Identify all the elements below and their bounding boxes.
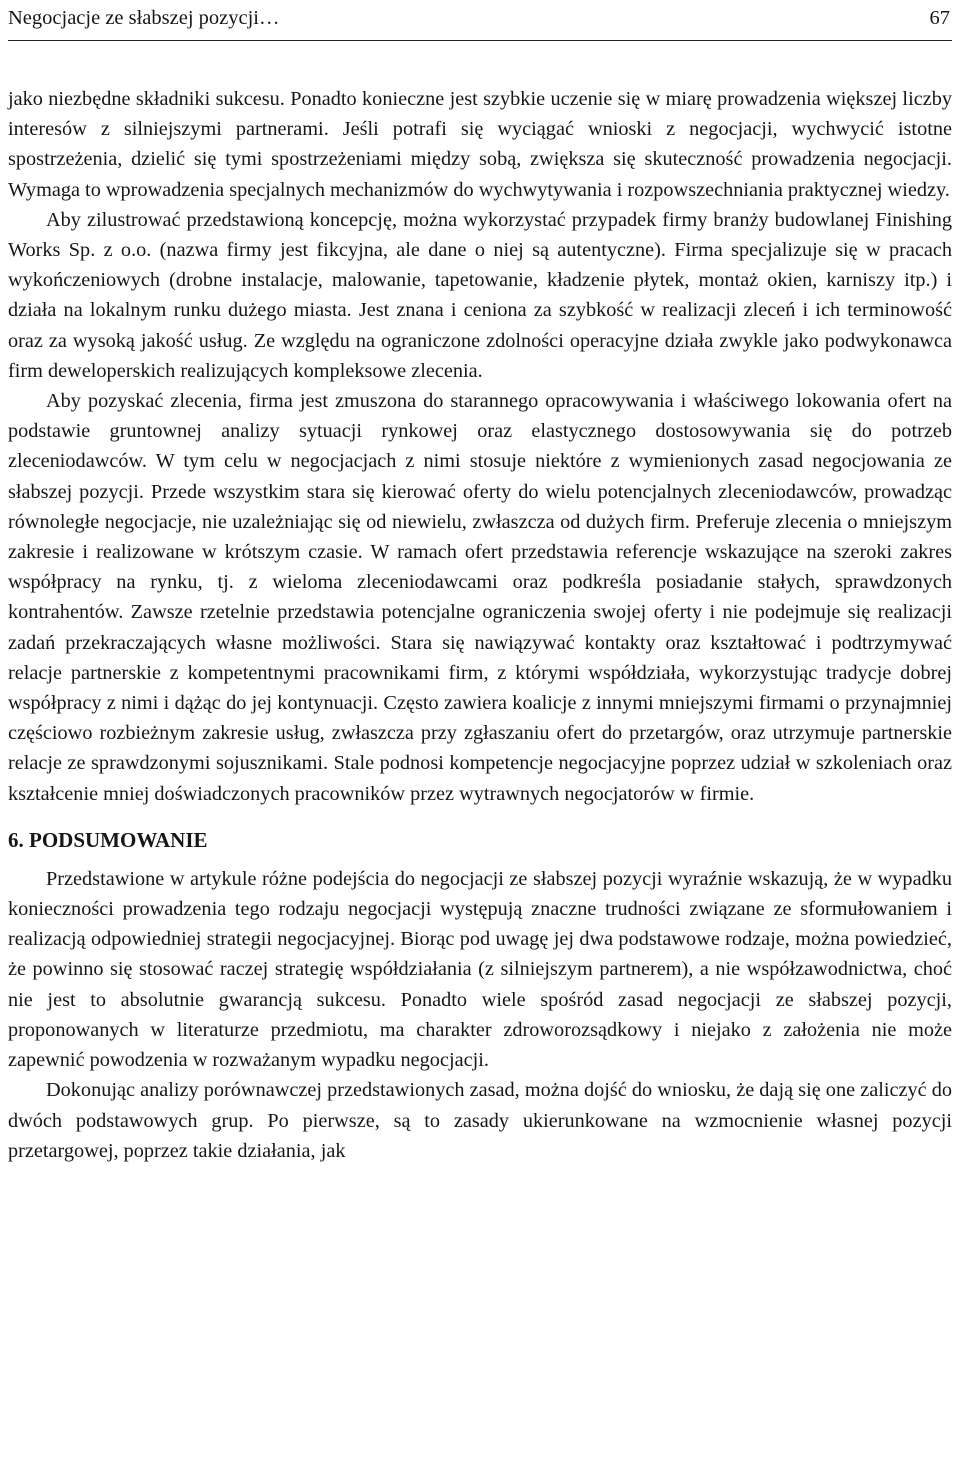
document-page [8,0,952,1480]
paragraph-continued: jako niezbędne składniki sukcesu. Ponadto konieczne jest szybkie uczenie się w miarę prowadzenia większej liczby interesów z silniejszymi partnerami. Jeśli potrafi się wyciągać wnioski z negocjacji, wychwycić istotne spostrzeżenia, dzielić się tymi spostrzeżeniami między sobą, zwiększa się skuteczność prowadzenia negocjacji. Wymaga to wprowadzenia specjalnych mechanizmów do wychwytywania i rozpowszechniania praktycznej wiedzy. [8,88,952,201]
paragraph-case-practices: Aby pozyskać zlecenia, firma jest zmuszona do starannego opracowywania i właściwego lokowania ofert na podstawie gruntownej analizy sytuacji rynkowej oraz elastycznego dostosowywania się do potrzeb zleceniodawców. W tym celu w negocjacjach z nimi stosuje niektóre z wymienionych zasad negocjowania ze słabszej pozycji. Przede wszystkim stara się kierować oferty do wielu potencjalnych zleceniodawców, prowadząc równoległe negocjacje, nie uzależniając się od niewielu, zwłaszcza od dużych firm. Preferuje zlecenia o mniejszym zakresie i realizowane w krótszym czasie. W ramach ofert przedstawia referencje wskazujące na szeroki zakres współpracy na rynku, tj. z wieloma zleceniodawcami oraz podkreśla posiadanie stałych, sprawdzonych kontrahentów. Zawsze rzetelnie przedstawia potencjalne ograniczenia swojej oferty i nie podejmuje się realizacji zadań przekraczających własne możliwości. Stara się nawiązywać kontakty oraz kształtować i podtrzymywać relacje partnerskie z kompetentnymi pracownikami firm, z którymi współdziała, wykorzystując tradycje dobrej współpracy z nimi i dążąc do jej kontynuacji. Często zawiera koalicje z innymi mniejszymi firmami o przynajmniej częściowo rozbieżnym zakresie usług, zwłaszcza przy zgłaszaniu ofert do przetargów, oraz utrzymuje partnerskie relacje ze sprawdzonymi sojusznikami. Stale podnosi kompetencje negocjacyjne poprzez udział w szkoleniach oraz kształcenie mniej doświadczonych pracowników przez wytrawnych negocjatorów w firmie. [8,390,952,805]
page-number: 67 [929,7,950,29]
running-header-title: Negocjacje ze słabszej pozycji… [8,7,280,29]
section-heading: 6. PODSUMOWANIE [8,827,208,852]
body-text [8,84,952,1166]
paragraph-summary-2: Dokonując analizy porównawczej przedstawionych zasad, można dojść do wniosku, że dają się one zaliczyć do dwóch podstawowych grup. Po pierwsze, są to zasady ukierunkowane na wzmocnienie własnej pozycji przetargowej, poprzez takie działania, jak [8,1079,952,1162]
paragraph-case-study: Aby zilustrować przedstawioną koncepcję, można wykorzystać przypadek firmy branży budowlanej Finishing Works Sp. z o.o. (nazwa firmy jest fikcyjna, ale dane o niej są autentyczne). Firma specjalizuje się w pracach wykończeniowych (drobne instalacje, malowanie, tapetowanie, kładzenie płytek, montaż okien, karniszy itp.) i działa na lokalnym runku dużego miasta. Jest znana i ceniona za szybkość w realizacji zleceń i ich terminowość oraz za wysoką jakość usług. Ze względu na ograniczone zdolności operacyjne działa zwykle jako podwykonawca firm deweloperskich realizujących kompleksowe zlecenia. [8,208,952,382]
paragraph-summary-1: Przedstawione w artykule różne podejścia do negocjacji ze słabszej pozycji wyraźnie wskazują, że w wypadku konieczności prowadzenia tego rodzaju negocjacji występują znaczne trudności związane ze sformułowaniem i realizacją odpowiedniej strategii negocjacyjnej. Biorąc pod uwagę jej dwa podstawowe rodzaje, można powiedzieć, że powinno się stosować raczej strategię współdziałania (z silniejszym partnerem), a nie współzawodnictwa, choć nie jest to absolutnie gwarancją sukcesu. Ponadto wiele spośród zasad negocjacji ze słabszej pozycji, proponowanych w literaturze przedmiotu, ma charakter zdroworozsądkowy i niejako z założenia nie może zapewnić powodzenia w rozważanym wypadku negocjacji. [8,867,952,1072]
running-header [8,0,952,41]
